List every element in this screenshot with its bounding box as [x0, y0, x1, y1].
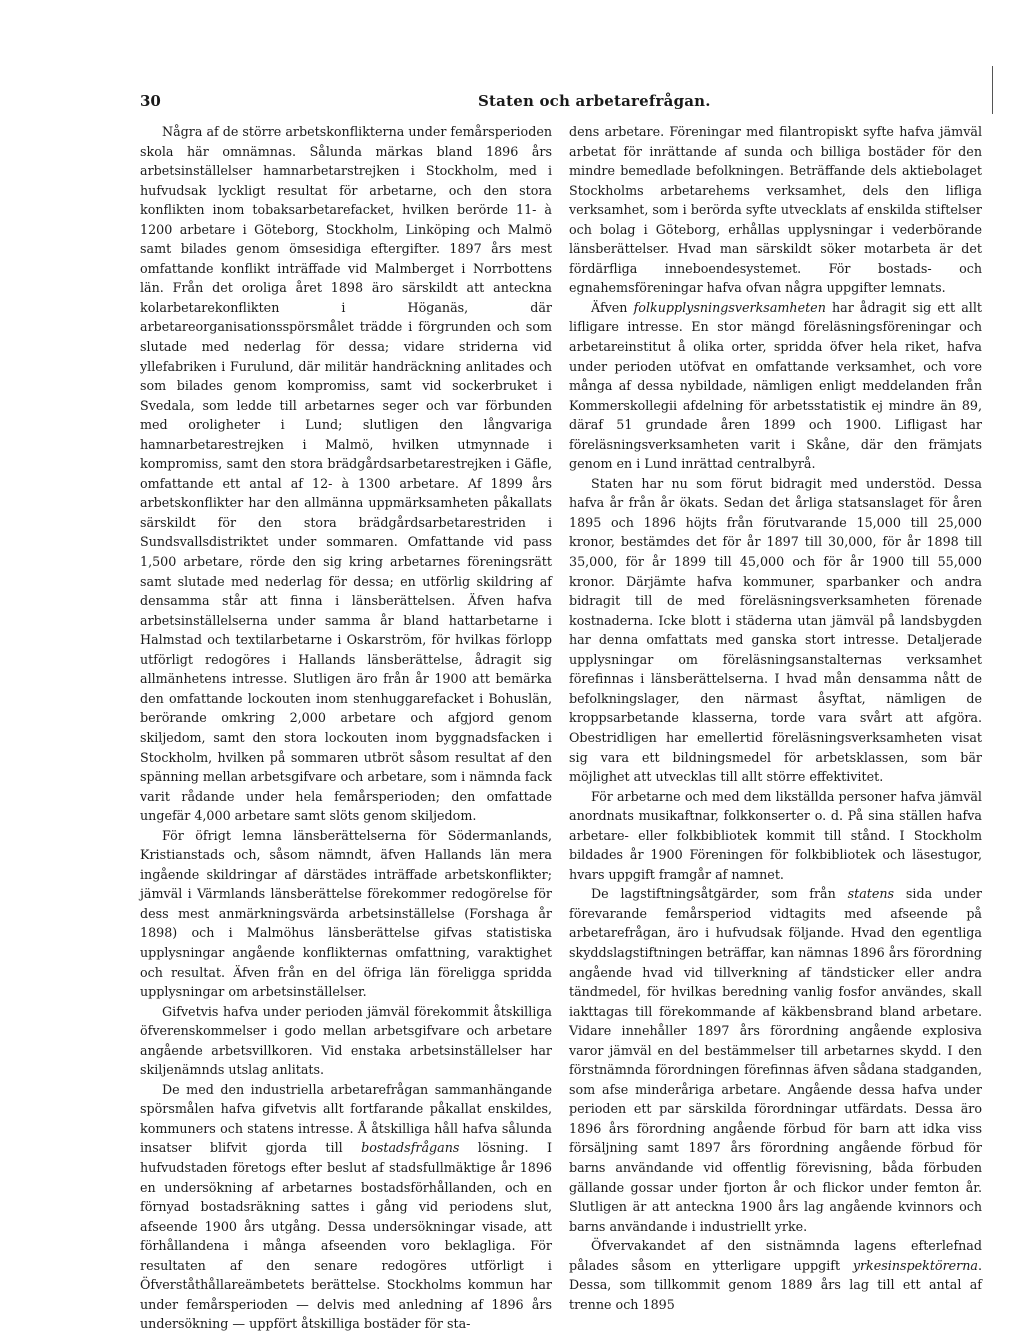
- right-paragraph-5-text-a: De lagstiftningsåtgärder, som från: [591, 886, 848, 902]
- right-paragraph-2-text-b: har ådragit sig ett allt lifligare intresse. En stor mängd föreläsningsföreningar och arbetareinstitut å olika orter, spridda öfver hela riket, hafva under perioden utöfvat en omfattande verksamhet, och vore många af dessa nybildade, nämligen enligt meddelanden från Kommerskollegii afdelning för arbetsstatistik ej mindre än 89, däraf 51 grundade åren 1899 och 1900. Lifligast har föreläsningsverksamheten varit i Skåne, där den främjats genom en i Lund inrättad centralbyrå.: [569, 299, 983, 472]
- left-paragraph-3: Gifvetvis hafva under perioden jämväl förekommit åtskilliga öfverenskommelser i godo mellan arbetsgifvare och arbetare angående arbetsvillkoren. Vid enstaka arbetsinställelser har skiljenämnds utslag anlitats.: [140, 1003, 552, 1078]
- left-paragraph-4-emphasis: bostadsfrågans: [361, 1140, 460, 1156]
- right-paragraph-1: dens arbetare. Föreningar med filantropiskt syfte hafva jämväl arbetat för inrättande af sunda och billiga bostäder för den mindre bemedlade befolkningen. Beträffande dels aktiebolaget Stockholms arbetarehems verksamhet, dels den lifliga verksamhet, som i berörda syfte utvecklats af enskilda stiftelser och bolag i Göteborg, erhållas upplysningar i vederbörande länsberättelser. Hvad man särskildt söker motarbeta är det fördärfliga inneboendesystemet. För bostads- och egnahemsföreningar hafva ofvan några uppgifter lemnats.: [569, 124, 982, 296]
- right-column: [569, 122, 982, 1314]
- right-paragraph-3: Staten har nu som förut bidragit med understöd. Dessa hafva år från år ökats. Sedan det årliga statsanslaget för åren 1895 och 1896 höjts från förutvarande 15,000 till 25,000 kronor, bestämdes det för år 1897 till 30,000, för år 1898 till 35,000, för år 1899 till 45,000 och för år 1900 till 55,000 kronor. Därjämte hafva kommuner, sparbanker och andra bidragit till de med föreläsningsverksamheten förenade kostnaderna. Icke blott i städerna utan jämväl på landsbygden har denna omfattats med ganska stort intresse. Detaljerade upplysningar om föreläsningsanstalternas verksamhet förefinnas i länsberättelserna. I hvad mån densamma nått de befolkningslager, den närmast åsyftat, nämligen de kroppsarbetande klasserna, torde vara svårt att afgöra. Obestridligen har emellertid föreläsningsverksamheten visat sig vara ett bildningsmedel för arbetsklassen, som bär möjlighet att utvecklas till allt större effektivitet.: [569, 475, 982, 785]
- right-paragraph-5: [569, 884, 982, 1236]
- left-paragraph-4: [140, 1080, 552, 1334]
- right-paragraph-5-emphasis: statens: [847, 886, 895, 902]
- right-paragraph-2: [569, 298, 982, 474]
- right-paragraph-6-emphasis: yrkesinspektörerna: [852, 1257, 978, 1273]
- right-paragraph-6: [569, 1236, 982, 1314]
- running-title: Staten och arbetarefrågan.: [478, 92, 711, 110]
- right-paragraph-6-text-b: . Dessa, som tillkommit genom 1889 års lag till ett antal af trenne och 1895: [569, 1257, 982, 1312]
- page-number: 30: [140, 92, 161, 110]
- right-paragraph-4: För arbetarne och med dem likställda personer hafva jämväl anordnats musikaftnar, folkkonserter o. d. På sina ställen hafva arbetare- eller folkbibliotek kommit till stånd. I Stockholm bildades år 1900 Föreningen för folkbibliotek och läsestugor, hvars uppgift framgår af namnet.: [569, 788, 982, 882]
- left-column: [140, 122, 552, 1334]
- right-paragraph-2-text-a: Äfven: [591, 299, 634, 315]
- scan-edge-line: [992, 66, 993, 114]
- left-paragraph-2: För öfrigt lemna länsberättelserna för Södermanlands, Kristianstads och, såsom nämndt, äfven Hallands län mera ingående skildringar af därstädes inträffade arbetskonflikter; jämväl i Värmlands länsberättelse förekommer redogörelse för dess mest anmärkningsvärda arbetsinställelse (Forshaga år 1898) och i Malmöhus länsberättelse gifvas statistiska upplysningar angående konflikternas omfattning, varaktighet och resultat. Äfven från en del öfriga län föreligga spridda upplysningar om arbetsinställelser.: [140, 827, 552, 1000]
- left-paragraph-4-text-a: De med den industriella arbetarefrågan sammanhängande spörsmålen hafva gifvetvis allt fortfarande påkallat enskildes, kommuners och statens intresse. Å åtskilliga håll hafva sålunda insatser blifvit gjorda till: [140, 1081, 552, 1156]
- right-paragraph-2-emphasis: folkupplysningsverksamheten: [633, 299, 826, 315]
- left-paragraph-4-text-b: lösning. I hufvudstaden företogs efter beslut af stadsfullmäktige år 1896 en undersökning af arbetarnes bostadsförhållanden, och en förnyad bostadsräkning sattes i gång vid periodens slut, afseende 1900 års utgång. Dessa undersökningar visade, att förhållandena i många afseenden voro beklagliga. För resultaten af den senare redogöres utförligt i Öfverståthållareämbetets berättelse. Stockholms kommun har under femårsperioden — delvis med anledning af 1896 års undersökning — uppfört åtskilliga bostäder för sta-: [140, 1140, 552, 1332]
- right-paragraph-5-text-b: sida under förevarande femårsperiod vidtagits med afseende på arbetarefrågan, äro i hufvudsak följande. Hvad den egentliga skyddslagstiftningen beträffar, kan nämnas 1896 års förordning angående hvad vid tillverkning af tändsticker eller andra tändmedel, för hvilkas beredning vanlig fosfor användes, skall iakttagas till förekommande af käkbensbrand bland arbetare. Vidare innehåller 1897 års förordning angående explosiva varor jämväl en del bestämmelser till arbetarnes skydd. I den förstnämnda förordningen förefinnas äfven sådana stadganden, som afse minderåriga arbetare. Angående dessa hafva under perioden ett par särskilda förordningar utfärdats. Dessa äro 1896 års förordning angående förbud för barn att idka viss försäljning samt 1897 års förordning angående förbud för barns användande vid offentlig förevisning, båda förbuden gällande gossar under fjorton år och flickor under femton år. Slutligen är att anteckna 1900 års lag angående kvinnors och barns användande i industriellt yrke.: [569, 886, 982, 1234]
- left-paragraph-1: Några af de större arbetskonflikterna under femårsperioden skola här omnämnas. Sålunda märkas bland 1896 års arbetsinställelser hamnarbetarstrejken i Stockholm, med i hufvudsak lyckligt resultat för arbetarne, och den stora konflikten inom tobaksarbetarefacket, hvilken berörde 11- à 1200 arbetare i Göteborg, Stockholm, Linköping och Malmö samt bilades genom ömsesidiga eftergifter. 1897 års mest omfattande konflikt inträffade vid Malmberget i Norrbottens län. Från det oroliga året 1898 äro särskildt att anteckna kolarbetarekonflikten i Höganäs, där arbetareorganisationsspörsmålet trädde i förgrunden och som slutade med nederlag för dessa; vidare striderna vid yllefabriken i Furulund, där militär handräckning anlitades och som bilades genom kompromiss, samt vid sockerbruket i Svedala, som ledde till arbetarnes seger och var förbunden med oroligheter i Lund; slutligen den långvariga hamnarbetarestrejken i Malmö, hvilken utmynnade i kompromiss, samt den stora brädgårdsarbetarestrejken i Gäfle, omfattande ett antal af 12- à 1300 arbetare. Af 1899 års arbetskonflikter har den allmänna uppmärksamheten påkallats särskildt för den stora brädgårdsarbetarestriden i Sundsvallsdistriktet under sommaren. Omfattande vid pass 1,500 arbetare, rörde den sig kring arbetarnes föreningsrätt samt slutade med nederlag för dessa; en utförlig skildring af densamma står att finna i länsberättelsen. Äfven hafva arbetsinställelserna under samma år bland hattarbetarne i Halmstad och textilarbetarne i Oskarström, för hvilkas förlopp utförligt redogöres i Hallands länsberättelse, ådragit sig allmänhetens intresse. Slutligen äro från år 1900 att bemärka den omfattande lockouten inom stenhuggarefacket i Bohuslän, berörande omkring 2,000 arbetare och afgjord genom skiljedom, samt den stora lockouten inom byggnadsfacken i Stockholm, hvilken på sommaren utbröt såsom resultat af den spänning mellan arbetsgifvare och arbetare, som i nämnda fack varit rådande under hela femårsperioden; den omfattade ungefär 4,000 arbetare samt slöts genom skiljedom.: [140, 124, 552, 824]
- right-paragraph-6-text-a: Öfvervakandet af den sistnämnda lagens efterlefnad pålades såsom en ytterligare uppgift: [569, 1238, 982, 1273]
